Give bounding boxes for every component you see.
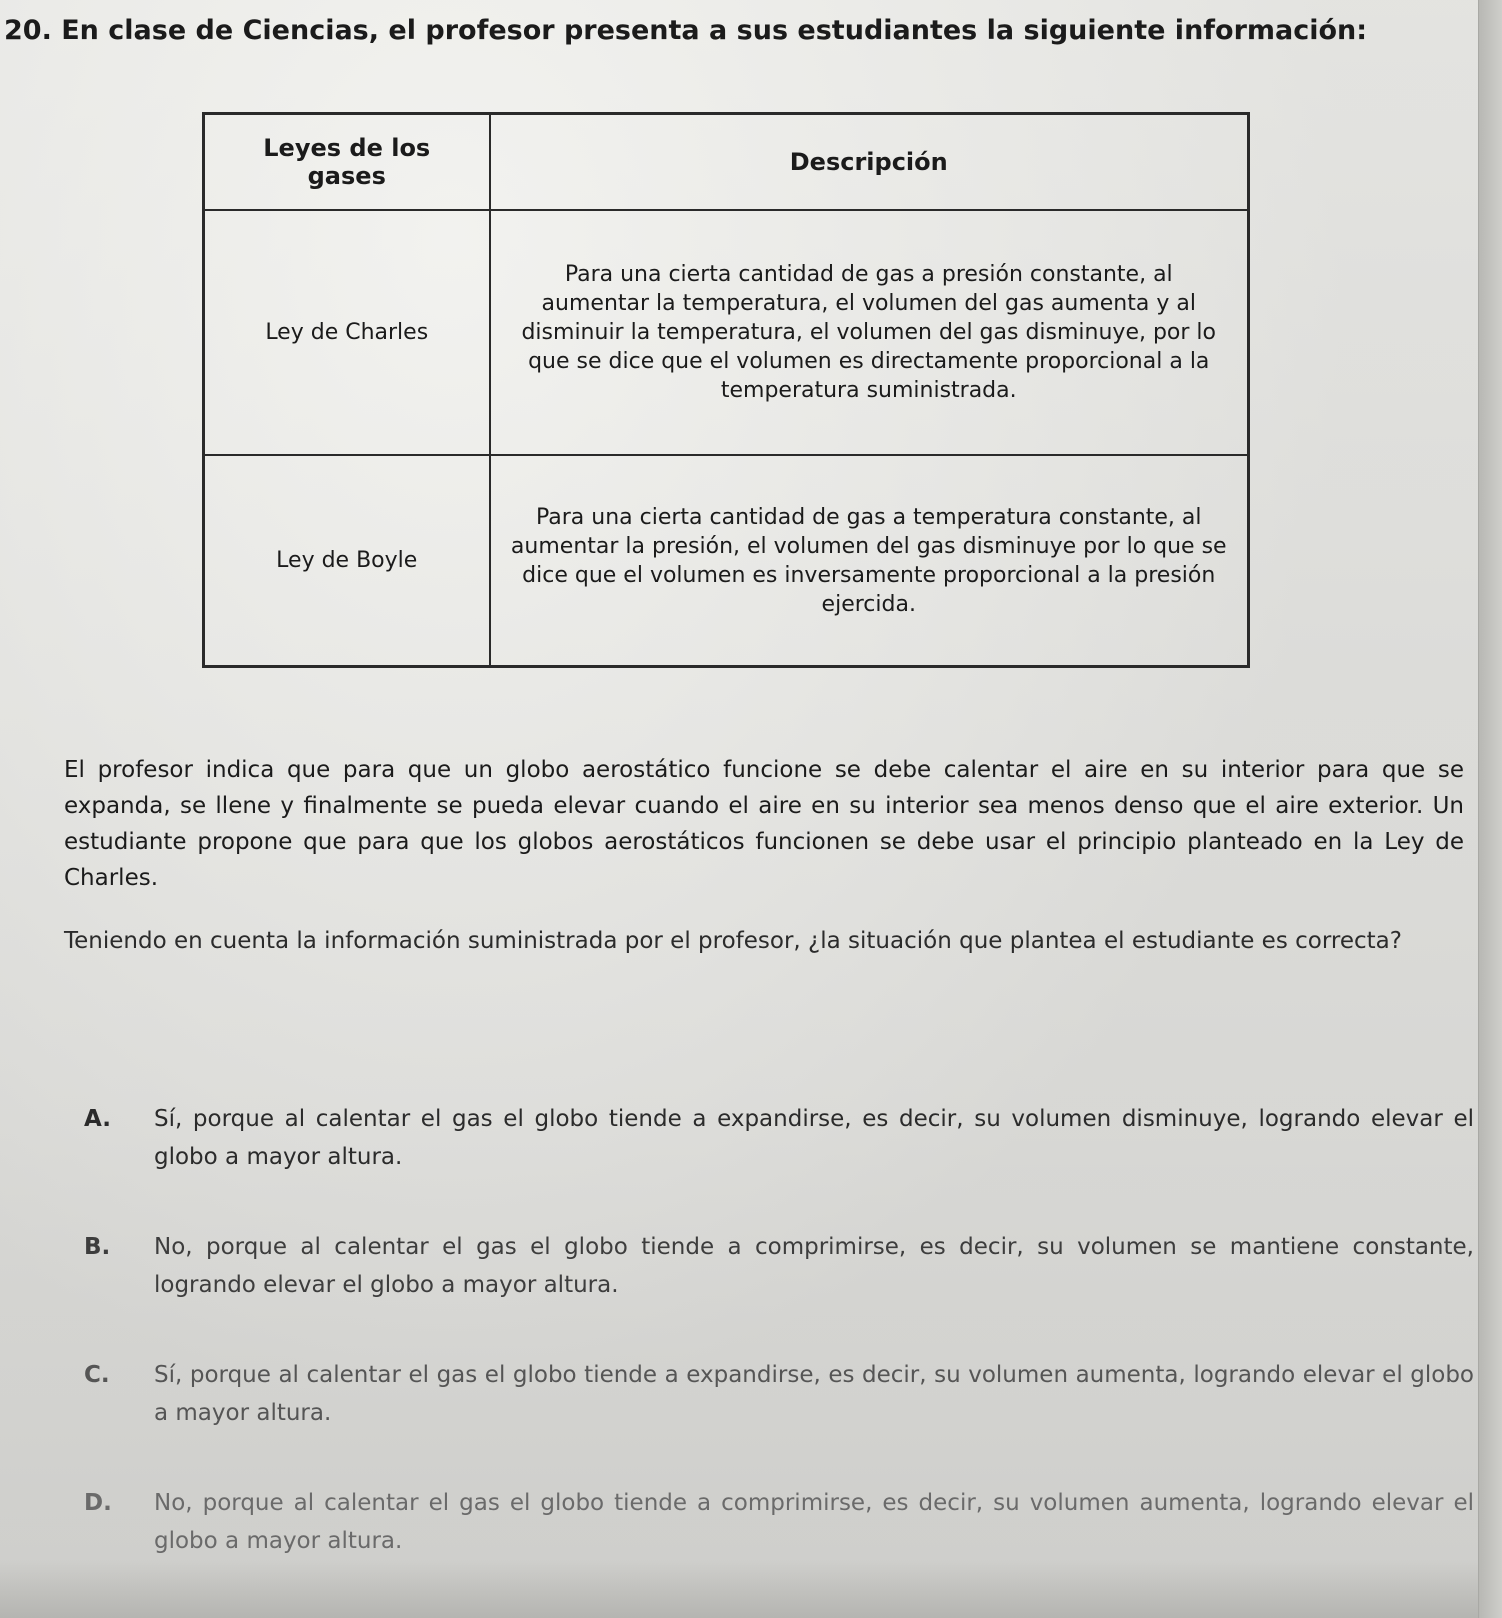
- question-title: 20. En clase de Ciencias, el profesor presenta a sus estudiantes la siguiente información:: [4, 15, 1368, 46]
- header-description: Descripción: [490, 114, 1249, 211]
- option-text: Sí, porque al calentar el gas el globo tiende a expandirse, es decir, su volumen aumenta, logrando elevar el globo a mayor altura.: [154, 1362, 1474, 1426]
- table-row: [204, 455, 1249, 666]
- option-text: No, porque al calentar el gas el globo tiende a comprimirse, es decir, su volumen se mantiene constante, logrando elevar el globo a mayor altura.: [154, 1234, 1474, 1298]
- table-header-row: [204, 114, 1249, 211]
- bottom-shadow: [0, 1560, 1478, 1618]
- table-row: [204, 210, 1249, 455]
- option-letter: D.: [84, 1490, 112, 1516]
- option-c[interactable]: [84, 1356, 1474, 1432]
- option-letter: A.: [84, 1106, 111, 1132]
- page-edge: [1478, 0, 1502, 1618]
- gas-laws-table: [202, 112, 1250, 668]
- context-paragraph: El profesor indica que para que un globo aerostático funcione se debe calentar el aire en su interior para que se expanda, se llene y finalmente se pueda elevar cuando el aire en su interior sea menos denso que el aire exterior. Un estudiante propone que para que los globos aerostáticos funcionen se debe usar el principio planteado en la Ley de Charles.: [64, 757, 1464, 891]
- law-name-boyle: Ley de Boyle: [204, 455, 490, 666]
- header-laws: Leyes de los gases: [204, 114, 490, 211]
- option-letter: C.: [84, 1362, 110, 1388]
- law-name-charles: Ley de Charles: [204, 210, 490, 455]
- law-description-boyle: Para una cierta cantidad de gas a temperatura constante, al aumentar la presión, el volumen del gas disminuye por lo que se dice que el volumen es inversamente proporcional a la presión ejercida.: [490, 455, 1249, 666]
- question-prompt: Teniendo en cuenta la información suministrada por el profesor, ¿la situación que plantea el estudiante es correcta?: [64, 928, 1402, 954]
- option-text: No, porque al calentar el gas el globo tiende a comprimirse, es decir, su volumen aumenta, logrando elevar el globo a mayor altura.: [154, 1490, 1474, 1554]
- option-text: Sí, porque al calentar el gas el globo tiende a expandirse, es decir, su volumen disminuye, logrando elevar el globo a mayor altura.: [154, 1106, 1474, 1170]
- law-description-charles: Para una cierta cantidad de gas a presión constante, al aumentar la temperatura, el volumen del gas aumenta y al disminuir la temperatura, el volumen del gas disminuye, por lo que se dice que el volumen es directamente proporcional a la temperatura suministrada.: [490, 210, 1249, 455]
- option-letter: B.: [84, 1234, 111, 1260]
- option-b[interactable]: [84, 1228, 1474, 1304]
- answer-options: [84, 1100, 1474, 1612]
- option-a[interactable]: [84, 1100, 1474, 1176]
- option-d[interactable]: [84, 1484, 1474, 1560]
